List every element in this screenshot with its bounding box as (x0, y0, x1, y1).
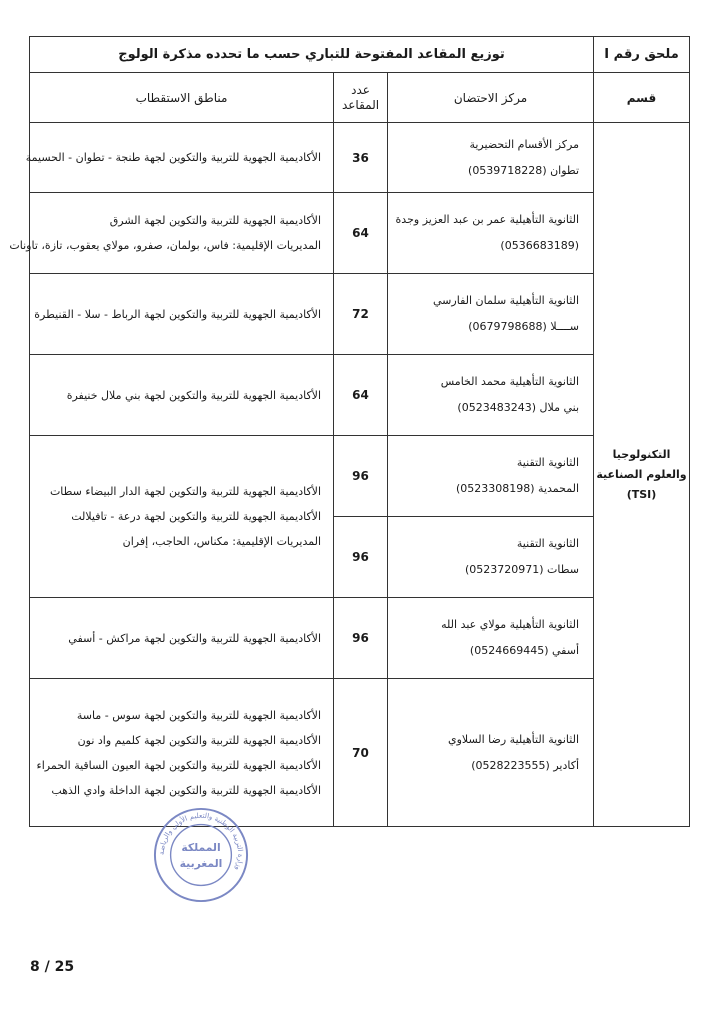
department-cell (594, 123, 690, 827)
center-cell (388, 355, 594, 436)
region-line: الأكاديمية الجهوية للتربية والتكوين لجهة كلميم واد نون (77, 733, 322, 747)
table-title: توزيع المقاعد المفتوحة للتباري حسب ما تحدده مذكرة الولوج (30, 37, 594, 73)
department-line: التكنولوجيا (612, 447, 671, 461)
page-number: 8 / 25 (30, 959, 75, 975)
regions-cell (30, 355, 334, 436)
official-stamp (152, 806, 250, 904)
regions-cell (9, 193, 334, 274)
region-line: الأكاديمية الجهوية للتربية والتكوين لجهة مراكش - أسفي (68, 631, 322, 645)
region-line: الأكاديمية الجهوية للتربية والتكوين لجهة العيون الساقية الحمراء (36, 758, 322, 772)
center-cell (388, 123, 594, 193)
regions-cell (30, 598, 334, 679)
center-city-phone: أكادير (0528223555) (471, 758, 580, 772)
center-name: الثانوية التأهيلية محمد الخامس (440, 375, 580, 388)
center-city-phone: أسفي (0524669445) (469, 644, 580, 657)
center-city-phone: بني ملال (0523483243) (457, 401, 580, 414)
center-city-phone: المحمدية (0523308198) (455, 482, 580, 495)
regions-cell (30, 274, 334, 355)
stamp-center-line1: المملكة (181, 841, 221, 855)
center-city-phone: ســــلا (0679798688) (468, 320, 580, 333)
region-line: الأكاديمية الجهوية للتربية والتكوين لجهة بني ملال خنيفرة (66, 388, 322, 402)
center-city-phone: تطوان (0539718228) (468, 163, 580, 177)
region-line: الأكاديمية الجهوية للتربية والتكوين لجهة درعة - تافيلالت (71, 510, 322, 523)
center-city-phone: (0536683189) (500, 239, 580, 252)
center-name: الثانوية التقنية (516, 456, 580, 469)
seats-count: 64 (334, 355, 388, 436)
stamp-outer-ring (155, 809, 247, 901)
table-row (30, 193, 690, 274)
table-row (30, 436, 690, 517)
table-title-row (30, 37, 690, 73)
region-line: الأكاديمية الجهوية للتربية والتكوين لجهة الشرق (109, 214, 322, 227)
table-row (30, 598, 690, 679)
seats-count: 64 (334, 193, 388, 274)
region-line: المديريات الإقليمية: مكناس، الحاجب، إفران (122, 535, 322, 548)
regions-cell (30, 436, 334, 598)
region-line: الأكاديمية الجهوية للتربية والتكوين لجهة الداخلة وادي الذهب (51, 783, 322, 797)
region-line: الأكاديمية الجهوية للتربية والتكوين لجهة الرباط - سلا - القنيطرة (34, 307, 322, 321)
center-name: مركز الأقسام التحضيرية (469, 137, 580, 151)
stamp-ring-text: وزارة التربية الوطنية والتعليم الأولي والرياضة (156, 810, 246, 872)
stamp-inner-ring (171, 825, 232, 886)
center-cell (388, 436, 594, 517)
seats-count: 96 (334, 517, 388, 598)
center-cell (388, 598, 594, 679)
center-cell (388, 679, 594, 827)
region-line: الأكاديمية الجهوية للتربية والتكوين لجهة طنجة - تطوان - الحسيمة (25, 151, 322, 164)
column-header-department: قسم (594, 73, 690, 123)
column-header-seats: عدد المقاعد (334, 73, 388, 123)
center-name: الثانوية التأهيلية عمر بن عبد العزيز وجدة (395, 213, 580, 226)
center-name: الثانوية التقنية (516, 537, 580, 550)
region-line: المديريات الإقليمية: فاس، بولمان، صفرو، مولاي يعقوب، تازة، تاونات (9, 239, 322, 252)
table-row (30, 679, 690, 827)
center-name: الثانوية التأهيلية مولاي عبد الله (441, 618, 580, 631)
seats-count: 36 (334, 123, 388, 193)
center-cell (388, 517, 594, 598)
center-name: الثانوية التأهيلية سلمان الفارسي (433, 294, 580, 307)
column-header-row (30, 73, 690, 123)
regions-cell (25, 123, 334, 193)
column-header-regions: مناطق الاستقطاب (30, 73, 334, 123)
table-row (30, 123, 690, 193)
seats-count: 96 (334, 598, 388, 679)
center-name: الثانوية التأهيلية رضا السلاوي (447, 732, 580, 746)
table-row (30, 274, 690, 355)
center-cell (388, 193, 594, 274)
seats-count: 72 (334, 274, 388, 355)
center-cell (388, 274, 594, 355)
seats-count: 70 (334, 679, 388, 827)
annex-label: ملحق رقم I (594, 37, 690, 73)
region-line: الأكاديمية الجهوية للتربية والتكوين لجهة الدار البيضاء سطات (49, 485, 322, 498)
regions-cell (30, 679, 334, 827)
seats-count: 96 (334, 436, 388, 517)
center-city-phone: سطات (0523720971) (464, 563, 580, 576)
department-line: والعلوم الصناعية (596, 467, 687, 481)
stamp-center-line2: المغربية (179, 856, 223, 870)
table-row (30, 355, 690, 436)
region-line: الأكاديمية الجهوية للتربية والتكوين لجهة سوس - ماسة (76, 708, 322, 722)
seats-distribution-table (9, 36, 690, 827)
column-header-center: مركز الاحتضان (388, 73, 594, 123)
department-code: (TSI) (626, 487, 657, 501)
